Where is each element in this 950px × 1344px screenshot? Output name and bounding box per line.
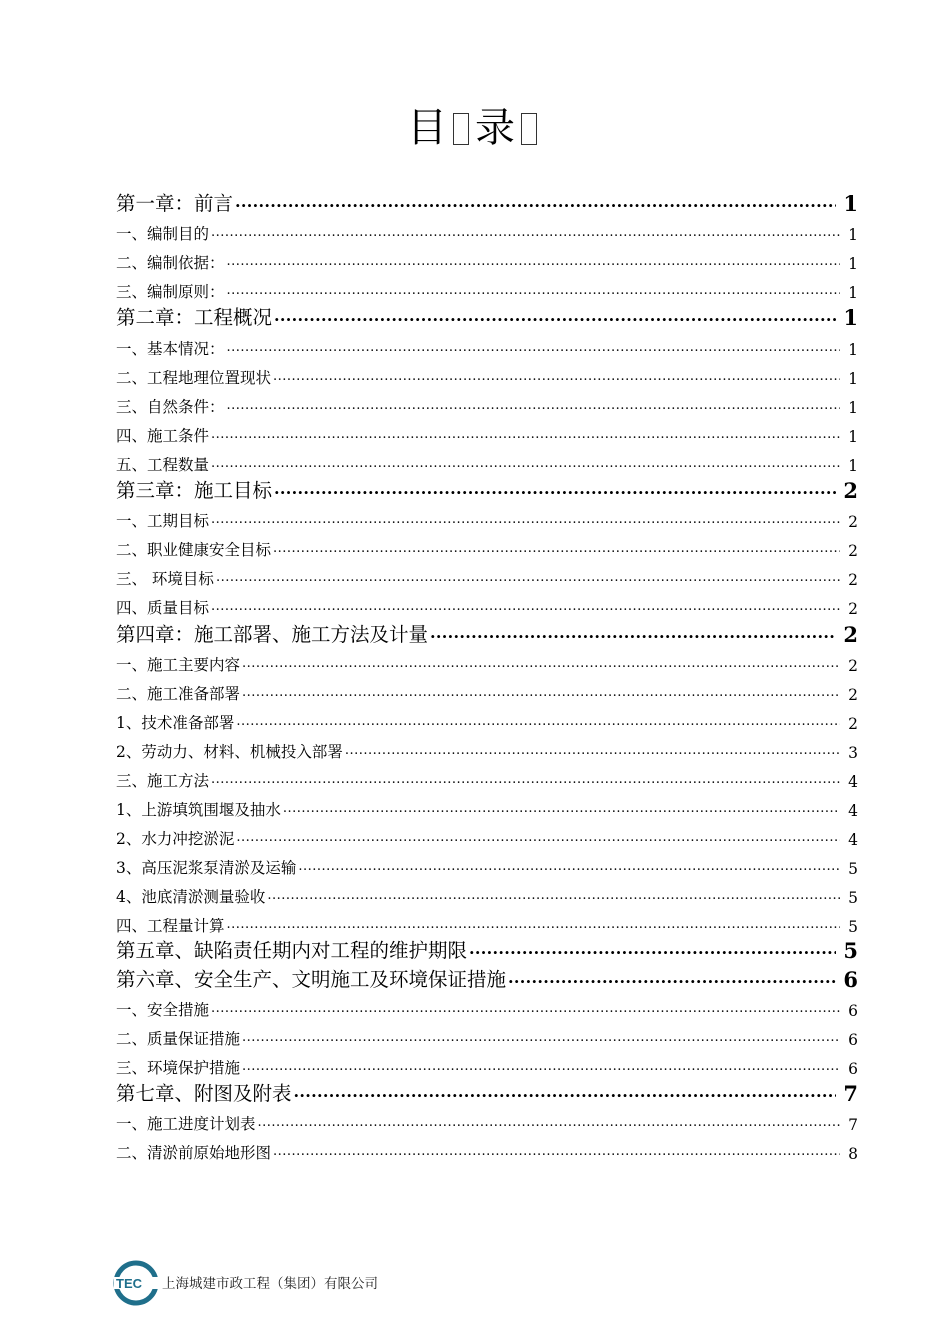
toc-entry-page-number: 3 — [848, 744, 858, 762]
toc-entry-page-number: 1 — [848, 284, 858, 302]
toc-leader-dots — [273, 534, 840, 560]
toc-leader-dots — [236, 707, 840, 733]
toc-entry-page-number: 8 — [848, 1145, 858, 1163]
toc-chapter-entry[interactable] — [116, 933, 858, 963]
toc-section-entry[interactable] — [116, 765, 858, 791]
toc-section-entry[interactable] — [116, 994, 858, 1020]
toc-entry-page-number: 5 — [848, 889, 858, 907]
toc-entry-page-number: 2 — [848, 657, 858, 675]
toc-leader-dots — [227, 247, 840, 273]
toc-entry-label: 1、技术准备部署 — [116, 714, 235, 732]
toc-entry-label: 四、质量目标 — [116, 599, 210, 617]
toc-entry-label: 一、安全措施 — [116, 1001, 210, 1019]
toc-entry-label: 三、自然条件： — [116, 398, 225, 416]
toc-entry-page-number: 2 — [848, 542, 858, 560]
toc-entry-label: 一、编制目的 — [116, 225, 210, 243]
toc-section-entry[interactable] — [116, 449, 858, 475]
toc-section-entry[interactable] — [116, 276, 858, 302]
toc-entry-label: 三、 环境目标 — [116, 570, 214, 588]
toc-section-entry[interactable] — [116, 823, 858, 849]
toc-chapter-entry[interactable] — [116, 473, 858, 503]
toc-chapter-entry[interactable] — [116, 617, 858, 647]
company-logo-icon — [112, 1258, 164, 1308]
toc-entry-label: 二、清淤前原始地形图 — [116, 1144, 272, 1162]
toc-entry-label: 三、编制原则： — [116, 283, 225, 301]
toc-entry-page-number: 2 — [848, 715, 858, 733]
toc-section-entry[interactable] — [116, 678, 858, 704]
toc-section-entry[interactable] — [116, 1137, 858, 1163]
toc-entry-page-number: 4 — [848, 831, 858, 849]
toc-leader-dots — [242, 678, 840, 704]
toc-entry-page-number: 2 — [848, 513, 858, 531]
toc-leader-dots — [274, 300, 836, 330]
toc-chapter-entry[interactable] — [116, 1076, 858, 1106]
toc-entry-label: 二、施工准备部署 — [116, 685, 241, 703]
toc-leader-dots — [430, 617, 836, 647]
toc-leader-dots — [273, 362, 840, 388]
toc-leader-dots — [211, 218, 840, 244]
toc-entry-label: 一、施工主要内容 — [116, 656, 241, 674]
toc-leader-dots — [508, 962, 836, 992]
toc-leader-dots — [242, 1052, 840, 1078]
toc-section-entry[interactable] — [116, 1023, 858, 1049]
toc-section-entry[interactable] — [116, 362, 858, 388]
toc-leader-dots — [211, 592, 840, 618]
toc-section-entry[interactable] — [116, 794, 858, 820]
toc-entry-page-number: 7 — [848, 1116, 858, 1134]
toc-entry-page-number: 2 — [848, 600, 858, 618]
toc-leader-dots — [267, 881, 840, 907]
toc-entry-page-number: 1 — [848, 370, 858, 388]
toc-entry-label: 第三章：施工目标 — [116, 479, 273, 502]
toc-chapter-entry[interactable] — [116, 962, 858, 992]
toc-entry-page-number: 1 — [848, 399, 858, 417]
toc-leader-dots — [227, 391, 840, 417]
toc-title — [0, 100, 950, 156]
toc-entry-label: 一、施工进度计划表 — [116, 1115, 256, 1133]
toc-entry-page-number: 6 — [848, 1031, 858, 1049]
toc-section-entry[interactable] — [116, 333, 858, 359]
toc-entry-page-number: 4 — [848, 773, 858, 791]
toc-entry-label: 一、工期目标 — [116, 512, 210, 530]
toc-entry-label: 二、质量保证措施 — [116, 1030, 241, 1048]
page-footer — [112, 1258, 512, 1308]
toc-entry-label: 三、环境保护措施 — [116, 1059, 241, 1077]
toc-entry-label: 第二章：工程概况 — [116, 306, 273, 329]
toc-leader-dots — [242, 1023, 840, 1049]
toc-leader-dots — [216, 563, 840, 589]
toc-entry-label: 三、施工方法 — [116, 772, 210, 790]
toc-section-entry[interactable] — [116, 563, 858, 589]
toc-entry-page-number: 7 — [843, 1081, 858, 1106]
toc-entry-page-number: 1 — [848, 226, 858, 244]
toc-section-entry[interactable] — [116, 736, 858, 762]
toc-section-entry[interactable] — [116, 247, 858, 273]
toc-section-entry[interactable] — [116, 1108, 858, 1134]
toc-section-entry[interactable] — [116, 881, 858, 907]
toc-leader-dots — [211, 420, 840, 446]
toc-entry-label: 2、水力冲挖淤泥 — [116, 830, 235, 848]
toc-entry-label: 四、工程量计算 — [116, 917, 225, 935]
toc-entry-label: 四、施工条件 — [116, 427, 210, 445]
toc-leader-dots — [236, 823, 840, 849]
company-name: 上海城建市政工程（集团）有限公司 — [162, 1276, 378, 1292]
toc-entry-label: 二、职业健康安全目标 — [116, 541, 272, 559]
toc-leader-dots — [211, 994, 840, 1020]
toc-section-entry[interactable] — [116, 391, 858, 417]
toc-leader-dots — [298, 852, 840, 878]
toc-section-entry[interactable] — [116, 505, 858, 531]
toc-entry-page-number: 5 — [848, 918, 858, 936]
toc-entry-label: 第七章、附图及附表 — [116, 1082, 292, 1105]
toc-section-entry[interactable] — [116, 707, 858, 733]
toc-entry-page-number: 4 — [848, 802, 858, 820]
logo-text: TEC — [116, 1276, 142, 1291]
toc-entry-label: 二、编制依据： — [116, 254, 225, 272]
toc-section-entry[interactable] — [116, 420, 858, 446]
toc-entry-page-number: 1 — [848, 255, 858, 273]
toc-entry-label: 4、池底清淤测量验收 — [116, 888, 266, 906]
toc-entry-page-number: 1 — [848, 428, 858, 446]
toc-section-entry[interactable] — [116, 852, 858, 878]
toc-entry-page-number: 1 — [848, 341, 858, 359]
toc-section-entry[interactable] — [116, 534, 858, 560]
toc-entry-page-number: 2 — [848, 571, 858, 589]
toc-entry-label: 2、劳动力、材料、机械投入部署 — [116, 743, 343, 761]
toc-leader-dots — [258, 1108, 840, 1134]
missing-glyph-box — [453, 113, 469, 145]
toc-entry-label: 第一章：前言 — [116, 192, 234, 215]
toc-entry-label: 1、上游填筑围堰及抽水 — [116, 801, 281, 819]
toc-entry-page-number: 2 — [848, 686, 858, 704]
toc-section-entry[interactable] — [116, 649, 858, 675]
toc-leader-dots — [211, 449, 840, 475]
toc-entry-label: 3、高压泥浆泵清淤及运输 — [116, 859, 297, 877]
toc-entry-page-number: 6 — [843, 967, 858, 992]
toc-title-char-2: 录 — [475, 105, 515, 151]
toc-leader-dots — [235, 186, 836, 216]
toc-leader-dots — [227, 276, 840, 302]
toc-entry-label: 第五章、缺陷责任期内对工程的维护期限 — [116, 939, 468, 962]
toc-entry-label: 一、基本情况： — [116, 340, 225, 358]
toc-entry-page-number: 2 — [843, 622, 858, 647]
toc-chapter-entry[interactable] — [116, 300, 858, 330]
toc-leader-dots — [345, 736, 840, 762]
toc-leader-dots — [242, 649, 840, 675]
toc-entry-label: 二、工程地理位置现状 — [116, 369, 272, 387]
toc-entry-page-number: 5 — [848, 860, 858, 878]
toc-title-char-1: 目 — [407, 105, 447, 151]
toc-leader-dots — [211, 505, 840, 531]
toc-entry-page-number: 6 — [848, 1002, 858, 1020]
toc-leader-dots — [274, 473, 836, 503]
toc-leader-dots — [273, 1137, 840, 1163]
toc-chapter-entry[interactable] — [116, 186, 858, 216]
toc-entry-page-number: 1 — [843, 305, 858, 330]
toc-leader-dots — [227, 333, 840, 359]
toc-leader-dots — [294, 1076, 836, 1106]
toc-leader-dots — [211, 765, 840, 791]
toc-entry-page-number: 1 — [848, 457, 858, 475]
toc-entry-page-number: 2 — [843, 478, 858, 503]
toc-entry-page-number: 6 — [848, 1060, 858, 1078]
missing-glyph-box — [521, 113, 537, 145]
toc-entry-page-number: 5 — [843, 938, 858, 963]
toc-leader-dots — [469, 933, 836, 963]
toc-entry-label: 第六章、安全生产、文明施工及环境保证措施 — [116, 968, 507, 991]
toc-leader-dots — [283, 794, 840, 820]
toc-section-entry[interactable] — [116, 592, 858, 618]
toc-section-entry[interactable] — [116, 1052, 858, 1078]
toc-entry-page-number: 1 — [843, 191, 858, 216]
toc-section-entry[interactable] — [116, 218, 858, 244]
toc-entry-label: 第四章：施工部署、施工方法及计量 — [116, 623, 429, 646]
toc-entry-label: 五、工程数量 — [116, 456, 210, 474]
